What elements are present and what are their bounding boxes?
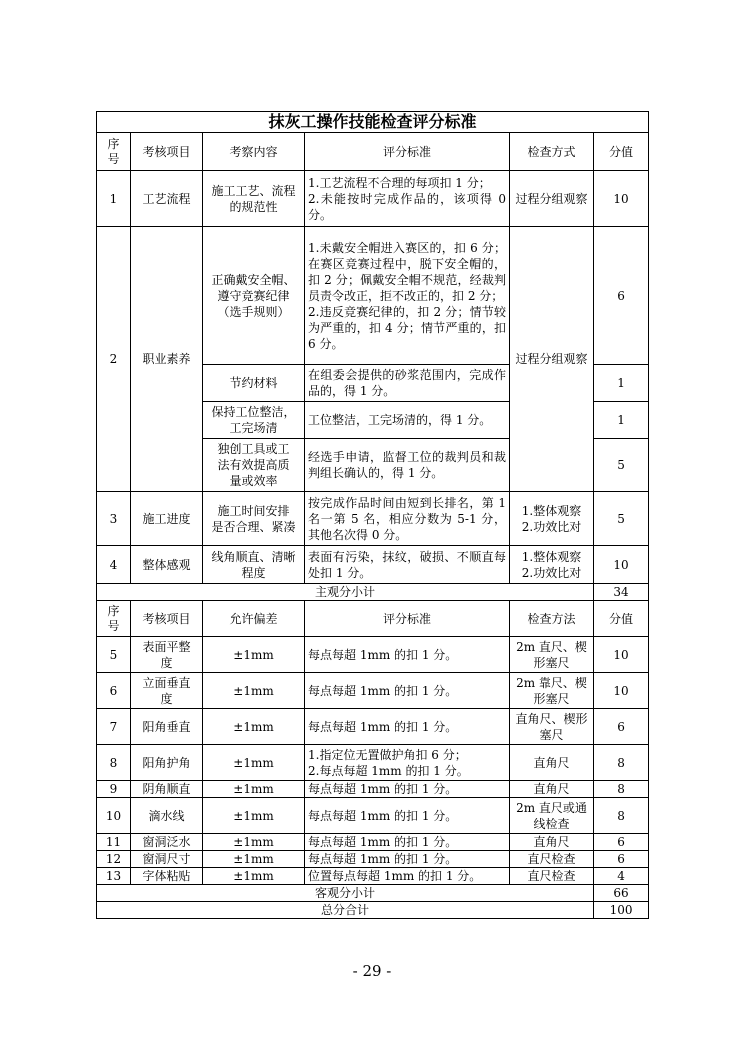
header-seq: 序 号 bbox=[97, 601, 131, 637]
score-cell: 8 bbox=[594, 745, 649, 781]
header-content: 考察内容 bbox=[203, 133, 305, 171]
seq-cell: 4 bbox=[97, 546, 131, 584]
header-score: 分值 bbox=[594, 601, 649, 637]
score-cell: 10 bbox=[594, 171, 649, 227]
method-cell: 直角尺 bbox=[510, 834, 594, 851]
tolerance-cell: ±1mm bbox=[203, 798, 305, 834]
table-row bbox=[97, 781, 649, 798]
item-cell: 字体粘贴 bbox=[131, 868, 203, 885]
criteria-cell: 1.工艺流程不合理的每项扣 1 分； 2.未能按时完成作品的，该项得 0 分。 bbox=[305, 171, 510, 227]
item-cell: 滴水线 bbox=[131, 798, 203, 834]
item-cell: 职业素养 bbox=[131, 227, 203, 492]
header-row-1 bbox=[97, 133, 649, 171]
table-row bbox=[97, 171, 649, 227]
criteria-cell: 每点每超 1mm 的扣 1 分。 bbox=[305, 637, 510, 673]
item-cell: 表面平整 度 bbox=[131, 637, 203, 673]
method-cell: 过程分组观察 bbox=[510, 227, 594, 492]
scoring-table bbox=[96, 111, 649, 919]
item-cell: 窗洞尺寸 bbox=[131, 851, 203, 868]
method-cell: 过程分组观察 bbox=[510, 171, 594, 227]
table-row bbox=[97, 546, 649, 584]
seq-cell: 12 bbox=[97, 851, 131, 868]
score-cell: 8 bbox=[594, 781, 649, 798]
score-cell: 6 bbox=[594, 851, 649, 868]
score-cell: 1 bbox=[594, 365, 649, 402]
tolerance-cell: ±1mm bbox=[203, 673, 305, 709]
item-cell: 立面垂直 度 bbox=[131, 673, 203, 709]
score-cell: 6 bbox=[594, 834, 649, 851]
subtotal-value: 34 bbox=[594, 584, 649, 601]
header-score: 分值 bbox=[594, 133, 649, 171]
score-cell: 10 bbox=[594, 637, 649, 673]
content-cell: 节约材料 bbox=[203, 365, 305, 402]
tolerance-cell: ±1mm bbox=[203, 834, 305, 851]
seq-cell: 8 bbox=[97, 745, 131, 781]
score-cell: 5 bbox=[594, 439, 649, 492]
table-row bbox=[97, 868, 649, 885]
tolerance-cell: ±1mm bbox=[203, 637, 305, 673]
seq-cell: 3 bbox=[97, 492, 131, 546]
item-cell: 窗洞泛水 bbox=[131, 834, 203, 851]
header-criteria: 评分标准 bbox=[305, 601, 510, 637]
criteria-cell: 经选手申请，监督工位的裁判员和裁判组长确认的，得 1 分。 bbox=[305, 439, 510, 492]
content-cell: 保持工位整洁， 工完场清 bbox=[203, 402, 305, 439]
seq-cell: 6 bbox=[97, 673, 131, 709]
subtotal-value: 66 bbox=[594, 885, 649, 902]
tolerance-cell: ±1mm bbox=[203, 781, 305, 798]
seq-cell: 10 bbox=[97, 798, 131, 834]
item-cell: 阴角顺直 bbox=[131, 781, 203, 798]
header-row-2 bbox=[97, 601, 649, 637]
subtotal-row bbox=[97, 885, 649, 902]
method-cell: 直角尺、楔形 塞尺 bbox=[510, 709, 594, 745]
criteria-cell: 工位整洁，工完场清的，得 1 分。 bbox=[305, 402, 510, 439]
tolerance-cell: ±1mm bbox=[203, 745, 305, 781]
header-method: 检查方法 bbox=[510, 601, 594, 637]
table-title: 抹灰工操作技能检查评分标准 bbox=[97, 112, 649, 133]
score-cell: 4 bbox=[594, 868, 649, 885]
score-cell: 6 bbox=[594, 709, 649, 745]
criteria-cell: 表面有污染，抹纹，破损、不顺直每处扣 1 分。 bbox=[305, 546, 510, 584]
criteria-cell: 1.指定位无置做护角扣 6 分； 2.每点每超 1mm 的扣 1 分。 bbox=[305, 745, 510, 781]
criteria-cell: 按完成作品时间由短到长排名，第 1 名一第 5 名，相应分数为 5-1 分，其他名次得 0 分。 bbox=[305, 492, 510, 546]
table-row bbox=[97, 798, 649, 834]
header-item: 考核项目 bbox=[131, 601, 203, 637]
header-tolerance: 允许偏差 bbox=[203, 601, 305, 637]
table-row bbox=[97, 492, 649, 546]
content-cell: 施工工艺、流程 的规范性 bbox=[203, 171, 305, 227]
score-cell: 8 bbox=[594, 798, 649, 834]
criteria-cell: 每点每超 1mm 的扣 1 分。 bbox=[305, 673, 510, 709]
header-seq: 序 号 bbox=[97, 133, 131, 171]
table-row bbox=[97, 709, 649, 745]
method-cell: 2m 靠尺、楔 形塞尺 bbox=[510, 673, 594, 709]
score-cell: 1 bbox=[594, 402, 649, 439]
tolerance-cell: ±1mm bbox=[203, 851, 305, 868]
subtotal-label: 客观分小计 bbox=[97, 885, 594, 902]
tolerance-cell: ±1mm bbox=[203, 709, 305, 745]
table-row bbox=[97, 745, 649, 781]
score-cell: 5 bbox=[594, 492, 649, 546]
method-cell: 1.整体观察 2.功效比对 bbox=[510, 546, 594, 584]
seq-cell: 13 bbox=[97, 868, 131, 885]
item-cell: 阳角垂直 bbox=[131, 709, 203, 745]
criteria-cell: 每点每超 1mm 的扣 1 分。 bbox=[305, 851, 510, 868]
page-number: - 29 - bbox=[352, 962, 392, 980]
criteria-cell: 在组委会提供的砂浆范围内，完成作品的，得 1 分。 bbox=[305, 365, 510, 402]
method-cell: 2m 直尺、楔 形塞尺 bbox=[510, 637, 594, 673]
item-cell: 整体感观 bbox=[131, 546, 203, 584]
score-cell: 6 bbox=[594, 227, 649, 365]
criteria-cell: 每点每超 1mm 的扣 1 分。 bbox=[305, 709, 510, 745]
tolerance-cell: ±1mm bbox=[203, 868, 305, 885]
content-cell: 线角顺直、清晰 程度 bbox=[203, 546, 305, 584]
item-cell: 施工进度 bbox=[131, 492, 203, 546]
item-cell: 工艺流程 bbox=[131, 171, 203, 227]
seq-cell: 2 bbox=[97, 227, 131, 492]
seq-cell: 5 bbox=[97, 637, 131, 673]
item-cell: 阳角护角 bbox=[131, 745, 203, 781]
method-cell: 直角尺 bbox=[510, 745, 594, 781]
content-cell: 独创工具或工 法有效提高质 量或效率 bbox=[203, 439, 305, 492]
table-row bbox=[97, 834, 649, 851]
criteria-cell: 1.未戴安全帽进入赛区的，扣 6 分；在赛区竞赛过程中，脱下安全帽的，扣 2 分；佩戴安全帽不规范，经裁判员责令改正，拒不改正的，扣 2 分； 2.违反竞赛纪律的，扣 2 分；情节较为严重的，扣 4 分；情节严重的，扣 6 分。 bbox=[305, 227, 510, 365]
table-row bbox=[97, 637, 649, 673]
total-value: 100 bbox=[594, 902, 649, 919]
total-label: 总分合计 bbox=[97, 902, 594, 919]
table-row bbox=[97, 851, 649, 868]
subtotal-label: 主观分小计 bbox=[97, 584, 594, 601]
table-row bbox=[97, 673, 649, 709]
content-cell: 施工时间安排 是否合理、紧凑 bbox=[203, 492, 305, 546]
method-cell: 直角尺 bbox=[510, 781, 594, 798]
method-cell: 直尺检查 bbox=[510, 851, 594, 868]
header-item: 考核项目 bbox=[131, 133, 203, 171]
score-cell: 10 bbox=[594, 673, 649, 709]
score-cell: 10 bbox=[594, 546, 649, 584]
criteria-cell: 每点每超 1mm 的扣 1 分。 bbox=[305, 834, 510, 851]
seq-cell: 11 bbox=[97, 834, 131, 851]
header-method: 检查方式 bbox=[510, 133, 594, 171]
seq-cell: 1 bbox=[97, 171, 131, 227]
method-cell: 2m 直尺或通 线检查 bbox=[510, 798, 594, 834]
method-cell: 直尺检查 bbox=[510, 868, 594, 885]
method-cell: 1.整体观察 2.功效比对 bbox=[510, 492, 594, 546]
seq-cell: 9 bbox=[97, 781, 131, 798]
seq-cell: 7 bbox=[97, 709, 131, 745]
criteria-cell: 每点每超 1mm 的扣 1 分。 bbox=[305, 798, 510, 834]
title-row bbox=[97, 112, 649, 133]
content-cell: 正确戴安全帽、 遵守竞赛纪律 （选手规则） bbox=[203, 227, 305, 365]
header-criteria: 评分标准 bbox=[305, 133, 510, 171]
total-row bbox=[97, 902, 649, 919]
subtotal-row bbox=[97, 584, 649, 601]
criteria-cell: 每点每超 1mm 的扣 1 分。 bbox=[305, 781, 510, 798]
scoring-sheet bbox=[96, 111, 648, 919]
table-row bbox=[97, 227, 649, 365]
criteria-cell: 位置每点每超 1mm 的扣 1 分。 bbox=[305, 868, 510, 885]
